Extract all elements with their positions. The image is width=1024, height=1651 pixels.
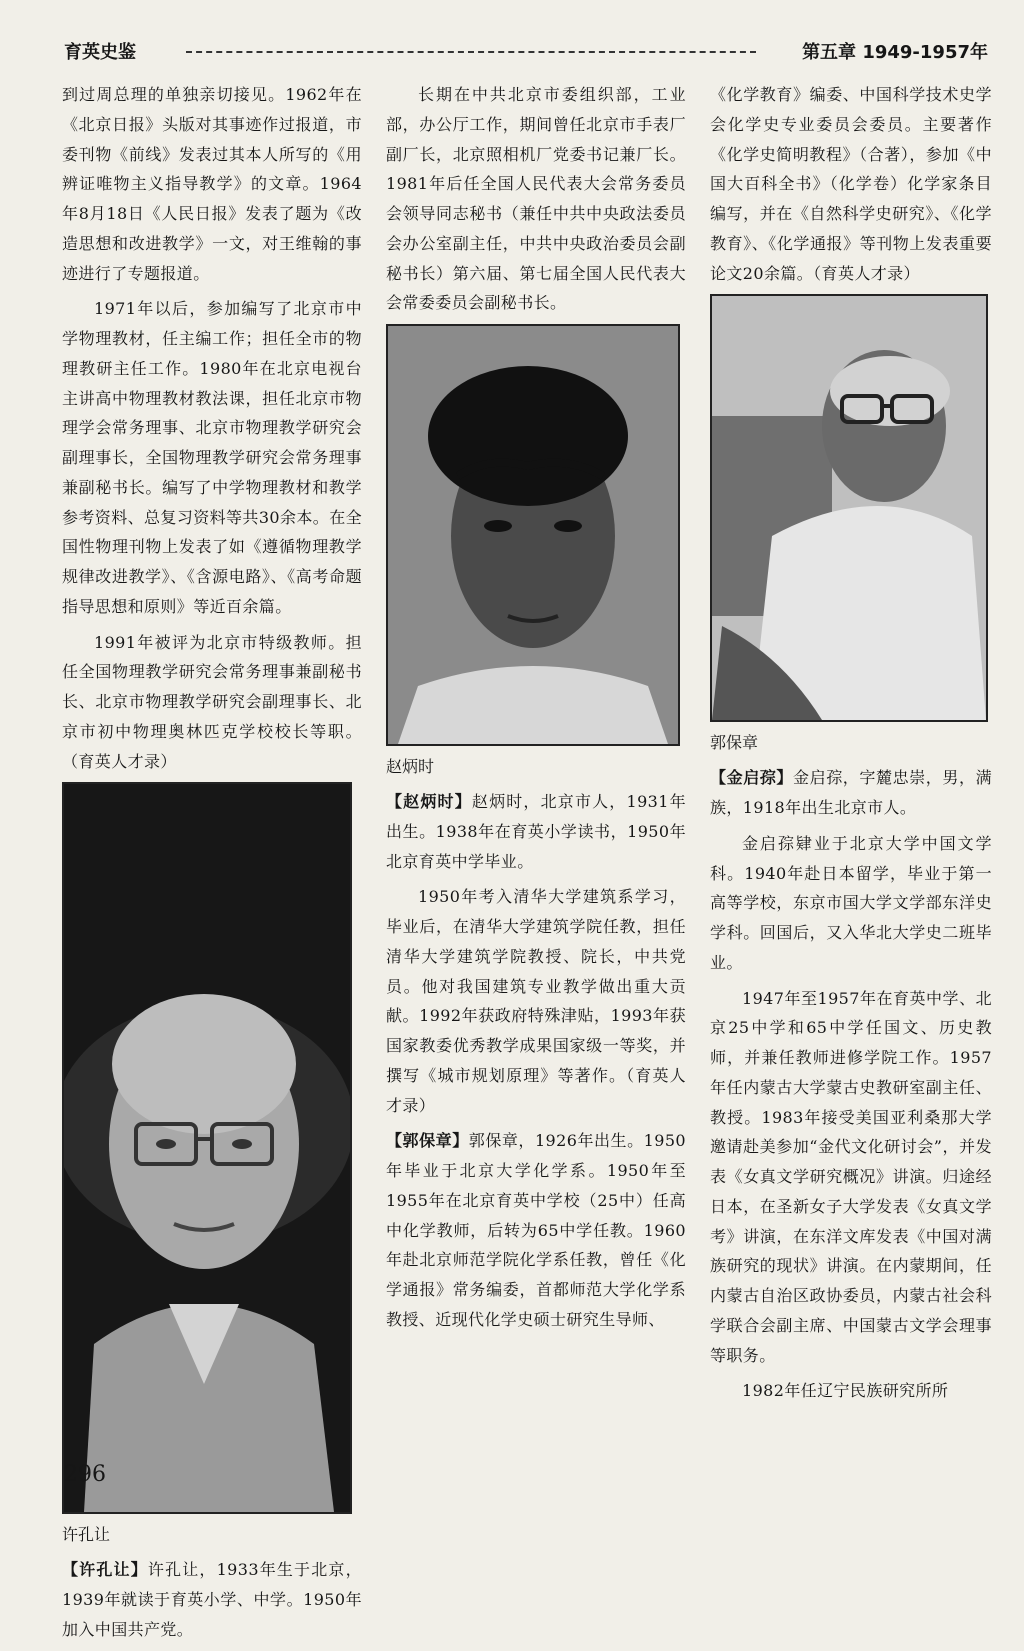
portrait-photo-guo-baozhang [710, 294, 988, 722]
paragraph: 《化学教育》编委、中国科学技术史学会化学史专业委员会委员。主要著作《化学史简明教程》（合著），参加《中国大百科全书》（化学卷）化学家条目编写，并在《自然科学史研究》、《化学教育》、《化学通报》等刊物上发表重要论文20余篇。（育英人才录） [710, 85, 992, 283]
page-number: 296 [64, 1462, 106, 1487]
paragraph [386, 787, 686, 876]
paragraph: 到过周总理的单独亲切接见。1962年在《北京日报》头版对其事迹作过报道，市委刊物《前线》发表过其本人所写的《用辨证唯物主义指导教学》的文章。1964年8月18日《人民日报》发表了题为《改造思想和改进教学》一文，对王维翰的事迹进行了专题报道。 [62, 85, 362, 283]
entry-heading: 【许孔让】 [62, 1560, 148, 1580]
paragraph [386, 1126, 686, 1334]
paragraph: 长期在中共北京市委组织部，工业部，办公厅工作，期间曾任北京市手表厂副厂长，北京照相机厂党委书记兼厂长。1981年后任全国人民代表大会常务委员会领导同志秘书（兼任中共中央政法委员会办公室副主任，中共中央政治委员会副秘书长）第六届、第七届全国人民代表大会常委委员会副秘书长。 [386, 85, 686, 313]
photo-caption: 赵炳时 [386, 757, 435, 776]
header-divider [186, 51, 756, 53]
column-2 [386, 80, 686, 1341]
entry-text: 许孔让，1933年生于北京，1939年就读于育英小学、中学。1950年加入中国共产党。 [62, 1560, 362, 1639]
portrait-illustration [64, 784, 350, 1512]
page-header [64, 38, 988, 68]
paragraph [710, 763, 992, 823]
column-3 [710, 80, 992, 1412]
entry-text: 郭保章，1926年出生。1950年毕业于北京大学化学系。1950年至1955年在北京育英中学校（25中）任高中化学教师，后转为65中学任教。1960年赴北京师范学院化学系任教，曾任《化学通报》常务编委，首都师范大学化学系教授、近现代化学史硕士研究生导师、 [386, 1131, 686, 1329]
paragraph: 1950年考入清华大学建筑系学习，毕业后，在清华大学建筑学院任教，担任清华大学建筑学院教授、院长，中共党员。他对我国建筑专业教学做出重大贡献。1992年获政府特殊津贴，1993年获国家教委优秀教学成果国家级一等奖，并撰写《城市规划原理》等著作。（育英人才录） [386, 887, 686, 1115]
entry-text: 金启孮，字麓忠崇，男，满族，1918年出生北京市人。 [710, 768, 992, 817]
portrait-photo-zhao-bingshi [386, 324, 680, 746]
entry-heading: 【金启孮】 [710, 768, 793, 788]
paragraph: 1971年以后，参加编写了北京市中学物理教材，任主编工作；担任全市的物理教研主任工作。1980年在北京电视台主讲高中物理教材教法课，担任北京市物理学会常务理事、北京市物理教学研究会副理事长，全国物理教学研究会常务理事兼副秘书长。编写了中学物理教材和教学参考资料、总复习资料等共30余本。在全国性物理刊物上发表了如《遵循物理教学规律改进教学》、《含源电路》、《高考命题指导思想和原则》等近百余篇。 [62, 299, 362, 616]
portrait-illustration [712, 296, 986, 720]
portrait-photo-xu-kongrang [62, 782, 352, 1514]
entry-heading: 【郭保章】 [386, 1131, 469, 1151]
portrait-illustration [388, 326, 678, 744]
paragraph: 1982年任辽宁民族研究所所 [742, 1381, 949, 1401]
entry-text: 赵炳时，北京市人，1931年出生。1938年在育英小学读书，1950年北京育英中学毕业。 [386, 792, 686, 871]
book-title: 育英史鉴 [64, 42, 136, 63]
chapter-title: 第五章 1949-1957年 [802, 42, 988, 63]
paragraph [62, 1555, 362, 1644]
entry-heading: 【赵炳时】 [386, 792, 472, 811]
photo-caption: 许孔让 [62, 1525, 111, 1545]
paragraph: 1947年至1957年在育英中学、北京25中学和65中学任国文、历史教师，并兼任教师进修学院工作。1957年任内蒙古大学蒙古史教研室副主任、教授。1983年接受美国亚利桑那大学邀请赴美参加“金代文化研讨会”，并发表《女真文学研究概况》讲演。归途经日本，在圣新女子大学发表《女真文学考》讲演，在东洋文库发表《中国对满族研究的现状》讲演。在内蒙期间，任内蒙古自治区政协委员，内蒙古社会科学联合会副主席、中国蒙古文学会理事等职务。 [710, 988, 992, 1365]
column-1 [62, 80, 362, 1651]
paragraph: 1991年被评为北京市特级教师。担任全国物理教学研究会常务理事兼副秘书长、北京市物理教学研究会副理事长、北京市初中物理奥林匹克学校校长等职。（育英人才录） [62, 632, 362, 771]
photo-caption: 郭保章 [710, 733, 759, 753]
paragraph: 金启孮肄业于北京大学中国文学科。1940年赴日本留学，毕业于第一高等学校，东京市国大学文学部东洋史学科。回国后，又入华北大学史二班毕业。 [710, 833, 992, 972]
